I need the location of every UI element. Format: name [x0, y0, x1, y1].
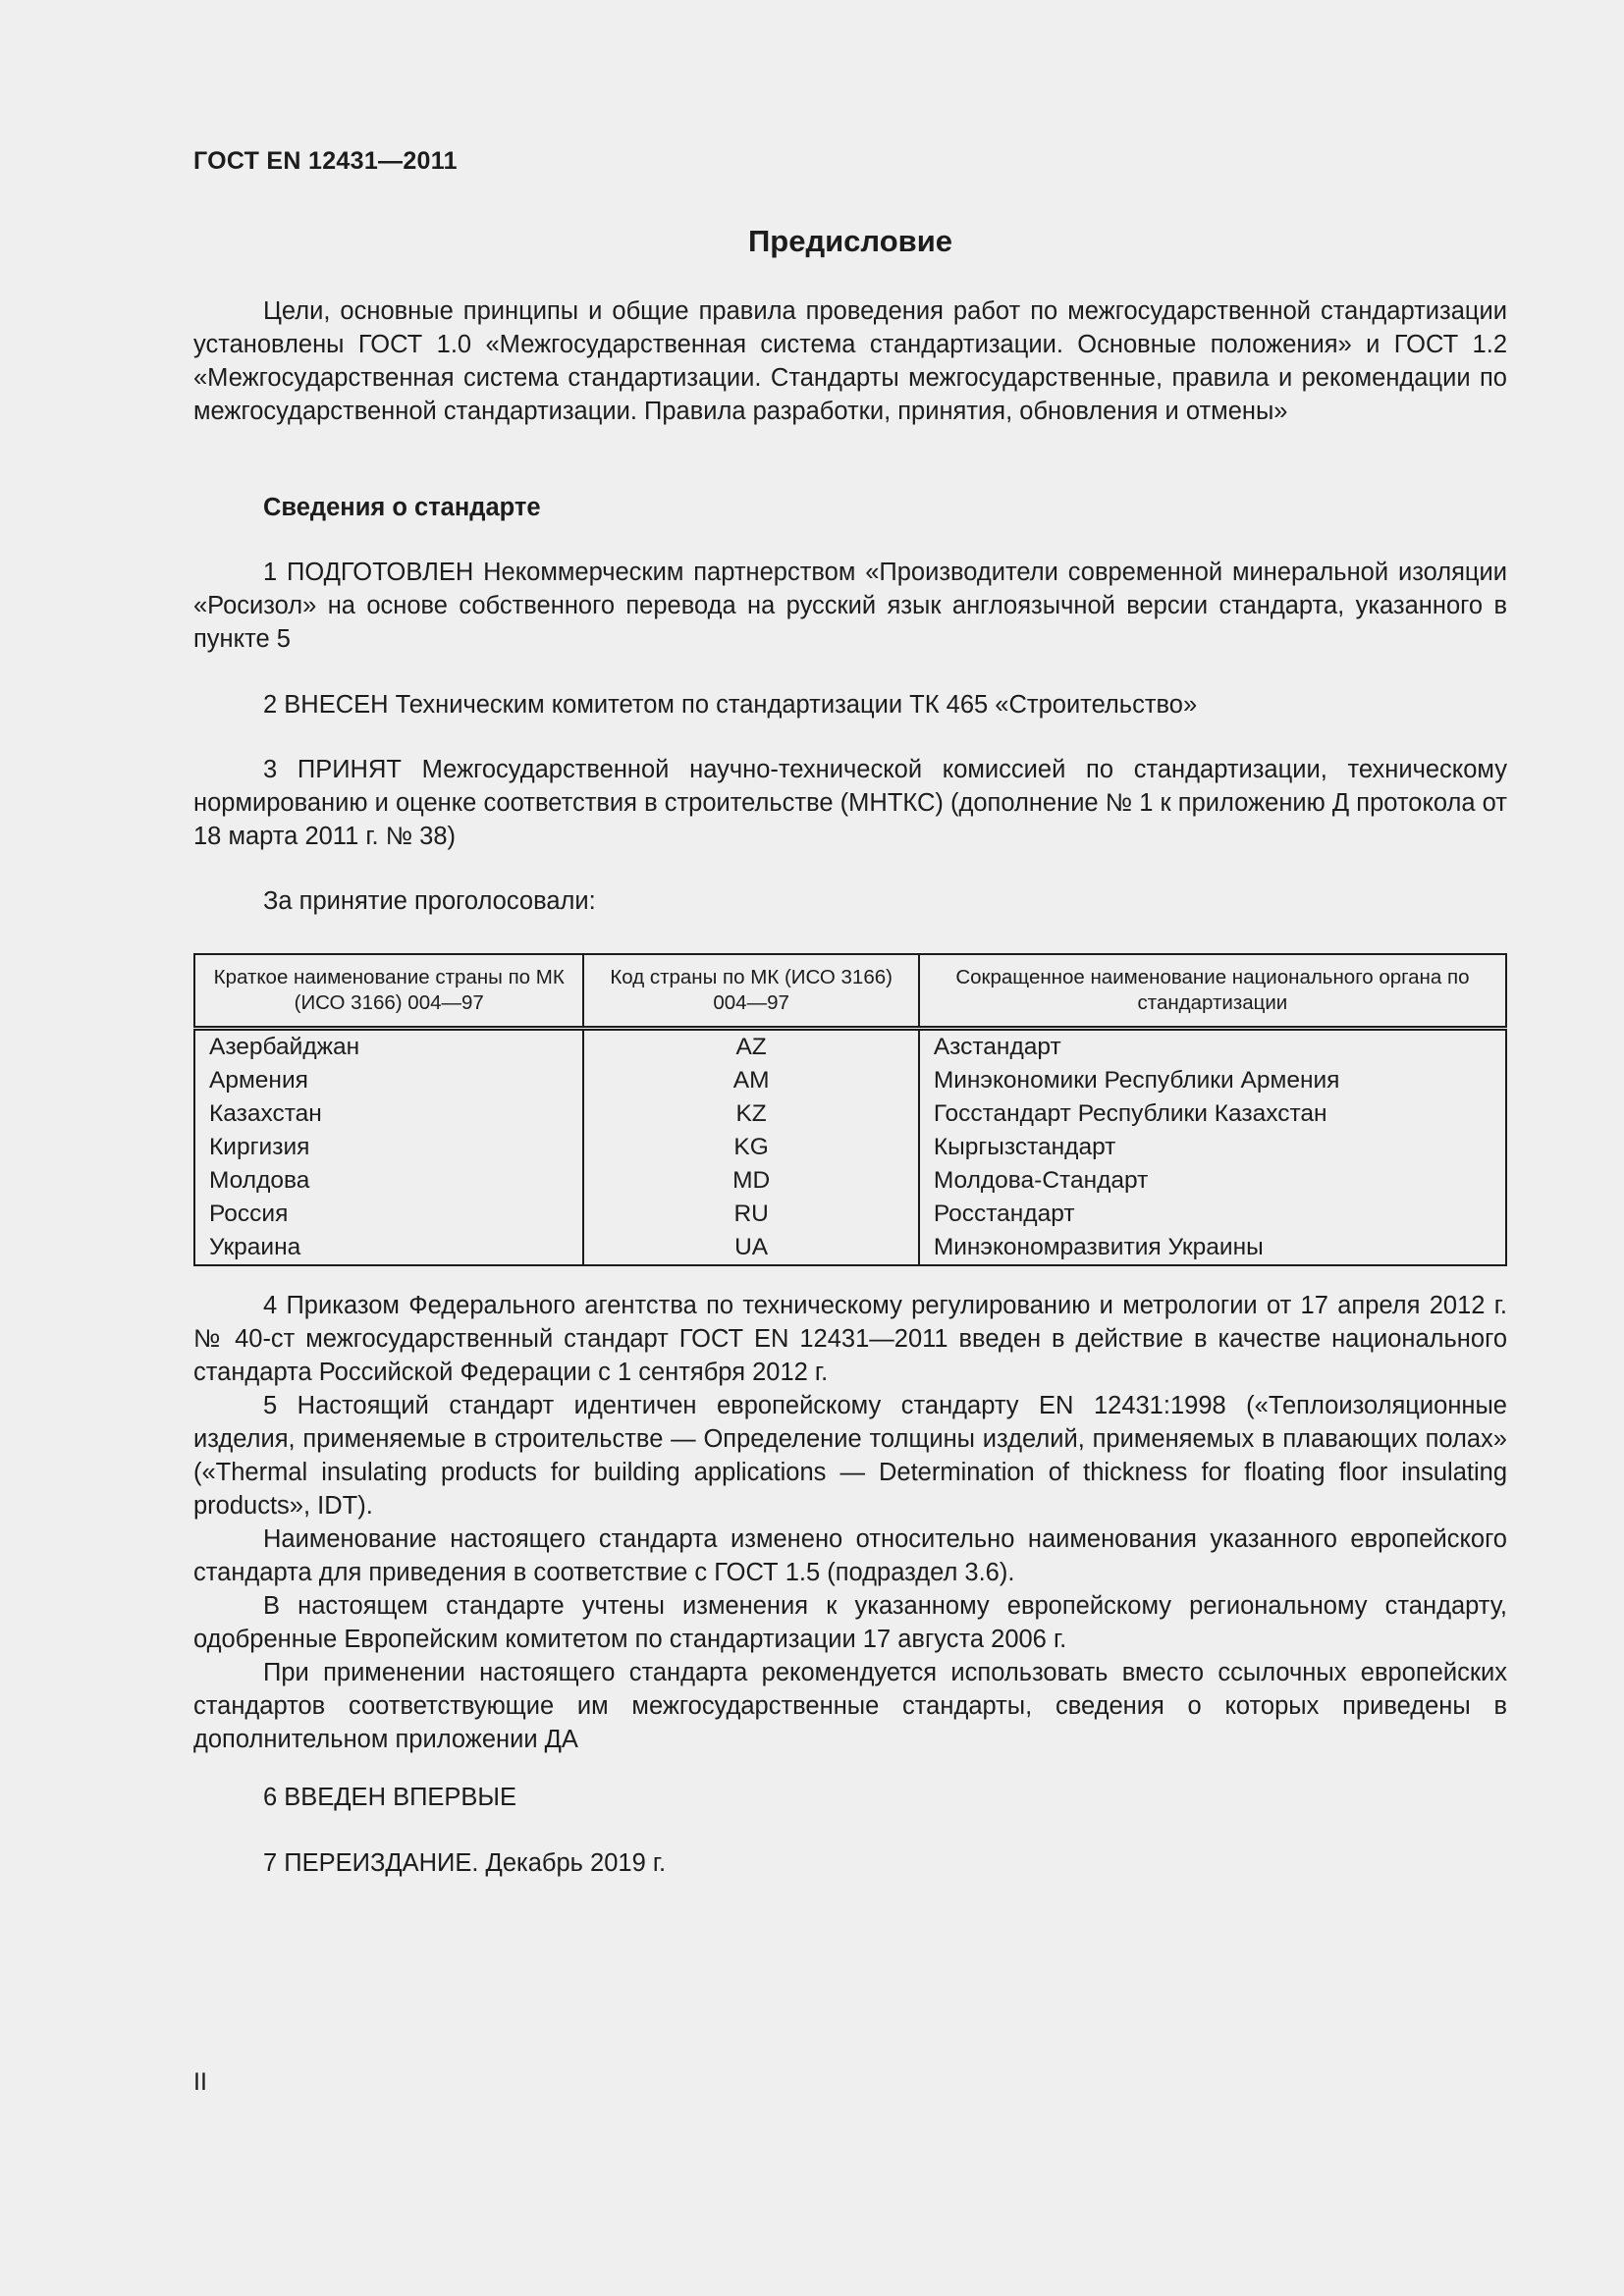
header-country-code: Код страны по МК (ИСО 3166) 004—97 — [583, 954, 918, 1029]
table-row — [194, 1097, 1506, 1131]
table-row — [194, 1064, 1506, 1097]
table-row — [194, 1164, 1506, 1198]
vote-intro: За принятие проголосовали: — [263, 887, 596, 915]
item-5-name-change: Наименование настоящего стандарта изменено относительно наименования указанного европейского стандарта для приведения в соответствие с ГОСТ 1.5 (подраздел 3.6). — [193, 1525, 1507, 1586]
country-name: Казахстан — [194, 1097, 583, 1131]
standards-body: Минэкономики Республики Армения — [919, 1064, 1506, 1097]
standards-body: Молдова-Стандарт — [919, 1164, 1506, 1198]
country-code: KZ — [583, 1097, 918, 1131]
country-code: RU — [583, 1198, 918, 1231]
item-1: 1 ПОДГОТОВЛЕН Некоммерческим партнерством «Производители современной минеральной изоляции «Росизол» на основе собственного перевода на русский язык англоязычной версии стандарта, указанного в пункте 5 — [193, 559, 1507, 653]
table-row — [194, 1131, 1506, 1164]
voting-table — [193, 953, 1507, 1266]
voting-table-container — [193, 953, 1507, 1266]
country-code: UA — [583, 1231, 918, 1265]
country-name: Киргизия — [194, 1131, 583, 1164]
item-2: 2 ВНЕСЕН Техническим комитетом по стандартизации ТК 465 «Строительство» — [263, 691, 1198, 719]
table-row — [194, 1231, 1506, 1265]
intro-paragraph: Цели, основные принципы и общие правила проведения работ по межгосударственной стандартизации установлены ГОСТ 1.0 «Межгосударственная система стандартизации. Основные положения» и ГОСТ 1.2 «Межгосударственная система стандартизации. Стандарты межгосударственные, правила и рекомендации по межгосударственной стандартизации. Правила разработки, принятия, обновления и отмены» — [193, 297, 1507, 425]
country-code: MD — [583, 1164, 918, 1198]
country-code: AM — [583, 1064, 918, 1097]
item-3: 3 ПРИНЯТ Межгосударственной научно-технической комиссией по стандартизации, техническому нормированию и оценке соответствия в строительстве (МНТКС) (дополнение № 1 к приложению Д протокола от 18 марта 2011 г. № 38) — [193, 756, 1507, 850]
table-header-row — [194, 954, 1506, 1029]
country-name: Молдова — [194, 1164, 583, 1198]
standards-body: Минэкономразвития Украины — [919, 1231, 1506, 1265]
country-name: Россия — [194, 1198, 583, 1231]
country-name: Украина — [194, 1231, 583, 1265]
table-row — [194, 1029, 1506, 1065]
item-7: 7 ПЕРЕИЗДАНИЕ. Декабрь 2019 г. — [263, 1849, 667, 1877]
country-code: AZ — [583, 1029, 918, 1065]
standards-body: Азстандарт — [919, 1029, 1506, 1065]
standards-body: Росстандарт — [919, 1198, 1506, 1231]
header-country-name: Краткое наименование страны по МК (ИСО 3166) 004—97 — [194, 954, 583, 1029]
page-number: II — [193, 2068, 207, 2096]
standards-body: Кыргызстандарт — [919, 1131, 1506, 1164]
country-name: Армения — [194, 1064, 583, 1097]
table-row — [194, 1198, 1506, 1231]
item-4-5-group — [193, 1289, 1507, 1756]
item-6: 6 ВВЕДЕН ВПЕРВЫЕ — [263, 1784, 517, 1811]
item-5-references: При применении настоящего стандарта рекомендуется использовать вместо ссылочных европейских стандартов соответствующие им межгосударственные стандарты, сведения о которых приведены в дополнительном приложении ДА — [193, 1659, 1507, 1753]
header-standards-body: Сокращенное наименование национального органа по стандартизации — [919, 954, 1506, 1029]
document-code: ГОСТ EN 12431—2011 — [193, 147, 458, 175]
country-name: Азербайджан — [194, 1029, 583, 1065]
country-code: KG — [583, 1131, 918, 1164]
item-4: 4 Приказом Федерального агентства по техническому регулированию и метрологии от 17 апреля 2012 г. № 40-ст межгосударственный стандарт ГОСТ EN 12431—2011 введен в действие в качестве национального стандарта Российской Федерации с 1 сентября 2012 г. — [193, 1292, 1507, 1386]
item-5: 5 Настоящий стандарт идентичен европейскому стандарту EN 12431:1998 («Теплоизоляционные изделия, применяемые в строительстве — Определение толщины изделий, применяемых в плавающих полах» («Thermal insulating products for building applications — Determination of thickness for floating floor insulating products», IDT). — [193, 1392, 1507, 1520]
info-heading: Сведения о стандарте — [263, 494, 541, 521]
standards-body: Госстандарт Республики Казахстан — [919, 1097, 1506, 1131]
item-5-amendments: В настоящем стандарте учтены изменения к указанному европейскому региональному стандарту, одобренные Европейским комитетом по стандартизации 17 августа 2006 г. — [193, 1592, 1507, 1653]
page-title: Предисловие — [747, 224, 952, 258]
